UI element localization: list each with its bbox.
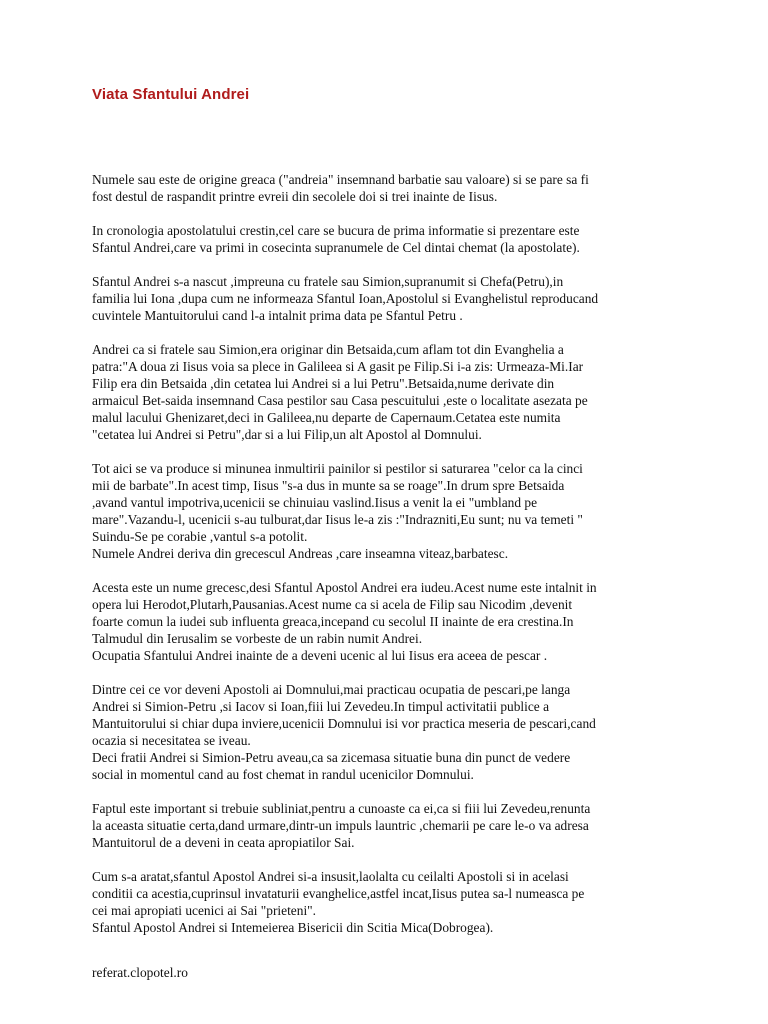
paragraph-line: social in momentul cand au fost chemat in randul ucenicilor Domnului. [92,767,474,782]
paragraph-line: patra:"A doua zi Iisus voia sa plece in Galileea si A gasit pe Filip.Si i-a zis: Urmeaza-Mi.Iar [92,359,584,374]
paragraph [92,681,692,783]
paragraph [92,171,692,205]
paragraph-line: la aceasta situatie certa,dand urmare,dintr-un impuls launtric ,chemarii pe care le-o va adresa [92,818,589,833]
paragraph-line: Faptul este important si trebuie subliniat,pentru a cunoaste ca ei,ca si fiii lui Zevedeu,renunta [92,801,591,816]
paragraph-line: mare".Vazandu-l, ucenicii s-au tulburat,dar Iisus le-a zis :"Indrazniti,Eu sunt; nu va temeti " [92,512,583,527]
paragraph-line: Suindu-Se pe corabie ,vantul s-a potolit. [92,529,308,544]
paragraph-line: Mantuitorul de a deveni in ceata apropiatilor Sai. [92,835,355,850]
paragraph-line: Numele Andrei deriva din grecescul Andreas ,care inseamna viteaz,barbatesc. [92,546,509,561]
paragraph-line: Sfantul Andrei,care va primi in cosecinta supranumele de Cel dintai chemat (la apostolate). [92,240,580,255]
paragraph-line: Tot aici se va produce si minunea inmultirii painilor si pestilor si saturarea "celor ca la cinci [92,461,583,476]
paragraph-line: In cronologia apostolatului crestin,cel care se bucura de prima informatie si prezentare este [92,223,580,238]
paragraph-line: Sfantul Apostol Andrei si Intemeierea Bisericii din Scitia Mica(Dobrogea). [92,920,494,935]
paragraph-line: Talmudul din Ierusalim se vorbeste de un rabin numit Andrei. [92,631,423,646]
paragraph-line: Andrei ca si fratele sau Simion,era originar din Betsaida,cum aflam tot din Evanghelia a [92,342,564,357]
paragraph-line: conditii ca acestia,cuprinsul invataturii evanghelice,astfel incat,Iisus putea sa-l numeasca pe [92,886,585,901]
paragraph-line: Ocupatia Sfantului Andrei inainte de a deveni ucenic al lui Iisus era aceea de pescar . [92,648,548,663]
paragraph-line: cei mai apropiati ucenici ai Sai "prieteni". [92,903,316,918]
paragraph-line: Acesta este un nume grecesc,desi Sfantul Apostol Andrei era iudeu.Acest nume este intalnit in [92,580,597,595]
paragraph-line: Mantuitorului si chiar dupa inviere,ucenicii Domnului isi vor practica meseria de pescari,cand [92,716,596,731]
paragraph [92,579,692,664]
paragraph-line: Deci fratii Andrei si Simion-Petru aveau,ca sa zicemasa situatie buna din punct de vedere [92,750,571,765]
paragraph-line: malul lacului Ghenizaret,deci in Galileea,nu departe de Capernaum.Cetatea este numita [92,410,561,425]
paragraph-line: Andrei si Simion-Petru ,si Iacov si Ioan,fiii lui Zevedeu.In timpul activitatii publice a [92,699,550,714]
paragraph-line: fost destul de raspandit printre evreii din secolele doi si trei inainte de Iisus. [92,189,498,204]
paragraph-line: "cetatea lui Andrei si Petru",dar si a lui Filip,un alt Apostol al Domnului. [92,427,482,442]
footer-source-text: referat.clopotel.ro [92,965,188,980]
paragraph-line: mii de barbate".In acest timp, Iisus "s-a dus in munte sa se roage".In drum spre Betsaida [92,478,565,493]
paragraph-line: ocazia si necesitatea se iveau. [92,733,251,748]
paragraph [92,800,692,851]
paragraph-line: armaicul Bet-saida insemnand Casa pestilor sau Casa pescuitului ,este o localitate asezata pe [92,393,588,408]
paragraph-line: foarte comun la iudei sub influenta greaca,incepand cu secolul II inainte de era crestina.In [92,614,574,629]
paragraph [92,222,692,256]
paragraph-line: ,avand vantul impotriva,ucenicii se chinuiau vaslind.Iisus a venit la ei "umbland pe [92,495,538,510]
paragraph [92,460,692,562]
document-title: Viata Sfantului Andrei [92,86,250,103]
paragraph-line: cuvintele Mantuitorului cand l-a intalnit prima data pe Sfantul Petru . [92,308,463,323]
paragraph-line: opera lui Herodot,Plutarh,Pausanias.Acest nume ca si acela de Filip sau Nicodim ,devenit [92,597,573,612]
paragraph-line: familia lui Iona ,dupa cum ne informeaza Sfantul Ioan,Apostolul si Evanghelistul reproducand [92,291,599,306]
paragraph-line: Numele sau este de origine greaca ("andreia" insemnand barbatie sau valoare) si se pare sa fi [92,172,589,187]
paragraph [92,273,692,324]
paragraph-line: Sfantul Andrei s-a nascut ,impreuna cu fratele sau Simion,supranumit si Chefa(Petru),in [92,274,564,289]
paragraph-line: Filip era din Betsaida ,din cetatea lui Andrei si a lui Petru".Betsaida,nume derivate din [92,376,555,391]
paragraph [92,341,692,443]
paragraph-line: Cum s-a aratat,sfantul Apostol Andrei si-a insusit,laolalta cu ceilalti Apostoli si in acelasi [92,869,569,884]
paragraph-line: Dintre cei ce vor deveni Apostoli ai Domnului,mai practicau ocupatia de pescari,pe langa [92,682,571,697]
paragraph [92,868,692,936]
document-body [92,171,692,953]
